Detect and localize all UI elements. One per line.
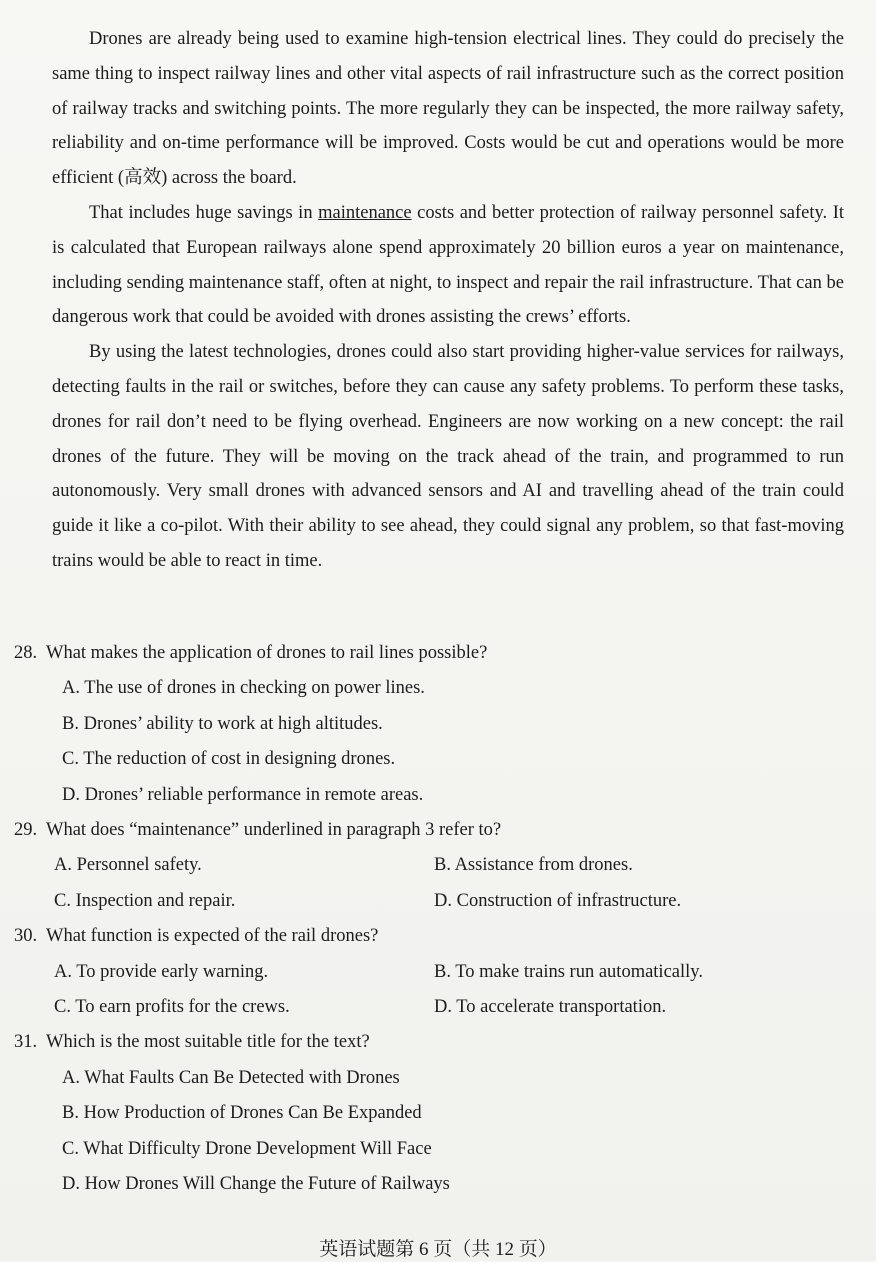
option-d: D. Construction of infrastructure.: [434, 890, 682, 911]
question-text: Which is the most suitable title for the text?: [46, 1032, 370, 1053]
option-row: [14, 955, 844, 990]
option-c: C. The reduction of cost in designing drones.: [62, 749, 396, 770]
question-list: [14, 636, 844, 1203]
question-31: [14, 1025, 844, 1202]
option-c: C. To earn profits for the crews.: [54, 997, 290, 1018]
question-text: What makes the application of drones to rail lines possible?: [46, 643, 488, 663]
option-b: B. Assistance from drones.: [434, 855, 633, 876]
option-list: [14, 848, 844, 919]
option-a: A. What Faults Can Be Detected with Drones: [62, 1067, 400, 1088]
option-d: D. How Drones Will Change the Future of Railways: [62, 1174, 450, 1195]
question-text: What does “maintenance” underlined in paragraph 3 refer to?: [46, 820, 502, 841]
option-list: [14, 1061, 844, 1203]
question-stem: [14, 813, 844, 848]
paragraph-3: By using the latest technologies, drones could also start providing higher-value services for railways, detecting faults in the rail or switches, before they can cause any safety problems. To perform these tasks, drones for rail don’t need to be flying overhead. Engineers are now working on a new concept: the rail drones of the future. They will be moving on the track ahead of the train, and programmed to run autonomously. Very small drones with advanced sensors and AI and travelling ahead of the train could guide it like a co-pilot. With their ability to see ahead, they could signal any problem, so that fast-moving trains would be able to react in time.: [52, 342, 844, 571]
question-number: 31.: [14, 1032, 38, 1053]
option-list: [14, 671, 844, 813]
option-a: A. Personnel safety.: [54, 855, 202, 876]
option-a: A. The use of drones in checking on power lines.: [62, 678, 425, 699]
option-d: D. To accelerate transportation.: [434, 997, 667, 1018]
option-row: [14, 990, 844, 1025]
option-b: B. How Production of Drones Can Be Expanded: [62, 1103, 422, 1124]
paragraph-2: [52, 196, 844, 335]
question-number: 29.: [14, 820, 38, 841]
question-30: [14, 919, 844, 1025]
paragraph-2-start: That includes huge savings in: [89, 202, 319, 223]
option-row: [14, 848, 844, 883]
option-d: D. Drones’ reliable performance in remote areas.: [62, 784, 424, 805]
question-number: 30.: [14, 926, 38, 947]
question-stem: [14, 1025, 844, 1060]
page-footer: 英语试题第 6 页（共 12 页）: [319, 1239, 557, 1260]
option-a: A. To provide early warning.: [54, 961, 269, 982]
paragraph-2-rest: costs and better protection of railway personnel safety. It is calculated that European railways alone spend approximately 20 billion euros a year on maintenance, including sending maintenance staff, often at night, to inspect and repair the rail infrastructure. That can be dangerous work that could be avoided with drones assisting the crews’ efforts.: [52, 202, 845, 328]
question-29: [14, 813, 844, 919]
question-number: 28.: [14, 643, 38, 663]
question-stem: [14, 636, 844, 671]
option-list: [14, 955, 844, 1026]
underlined-word: maintenance: [318, 202, 412, 223]
question-text: What function is expected of the rail drones?: [46, 926, 379, 947]
question-stem: [14, 919, 844, 954]
reading-passage: [52, 22, 844, 579]
option-c: C. What Difficulty Drone Development Will Face: [62, 1138, 432, 1159]
question-28: [14, 636, 844, 813]
option-b: B. Drones’ ability to work at high altitudes.: [62, 713, 383, 734]
option-b: B. To make trains run automatically.: [434, 961, 703, 982]
paragraph-1: Drones are already being used to examine high-tension electrical lines. They could do precisely the same thing to inspect railway lines and other vital aspects of rail infrastructure such as the correct position of railway tracks and switching points. The more regularly they can be inspected, the more railway safety, reliability and on-time performance will be improved. Costs would be cut and operations would be more efficient (高效) across the board.: [52, 29, 844, 189]
option-row: [14, 884, 844, 919]
option-c: C. Inspection and repair.: [54, 890, 236, 911]
